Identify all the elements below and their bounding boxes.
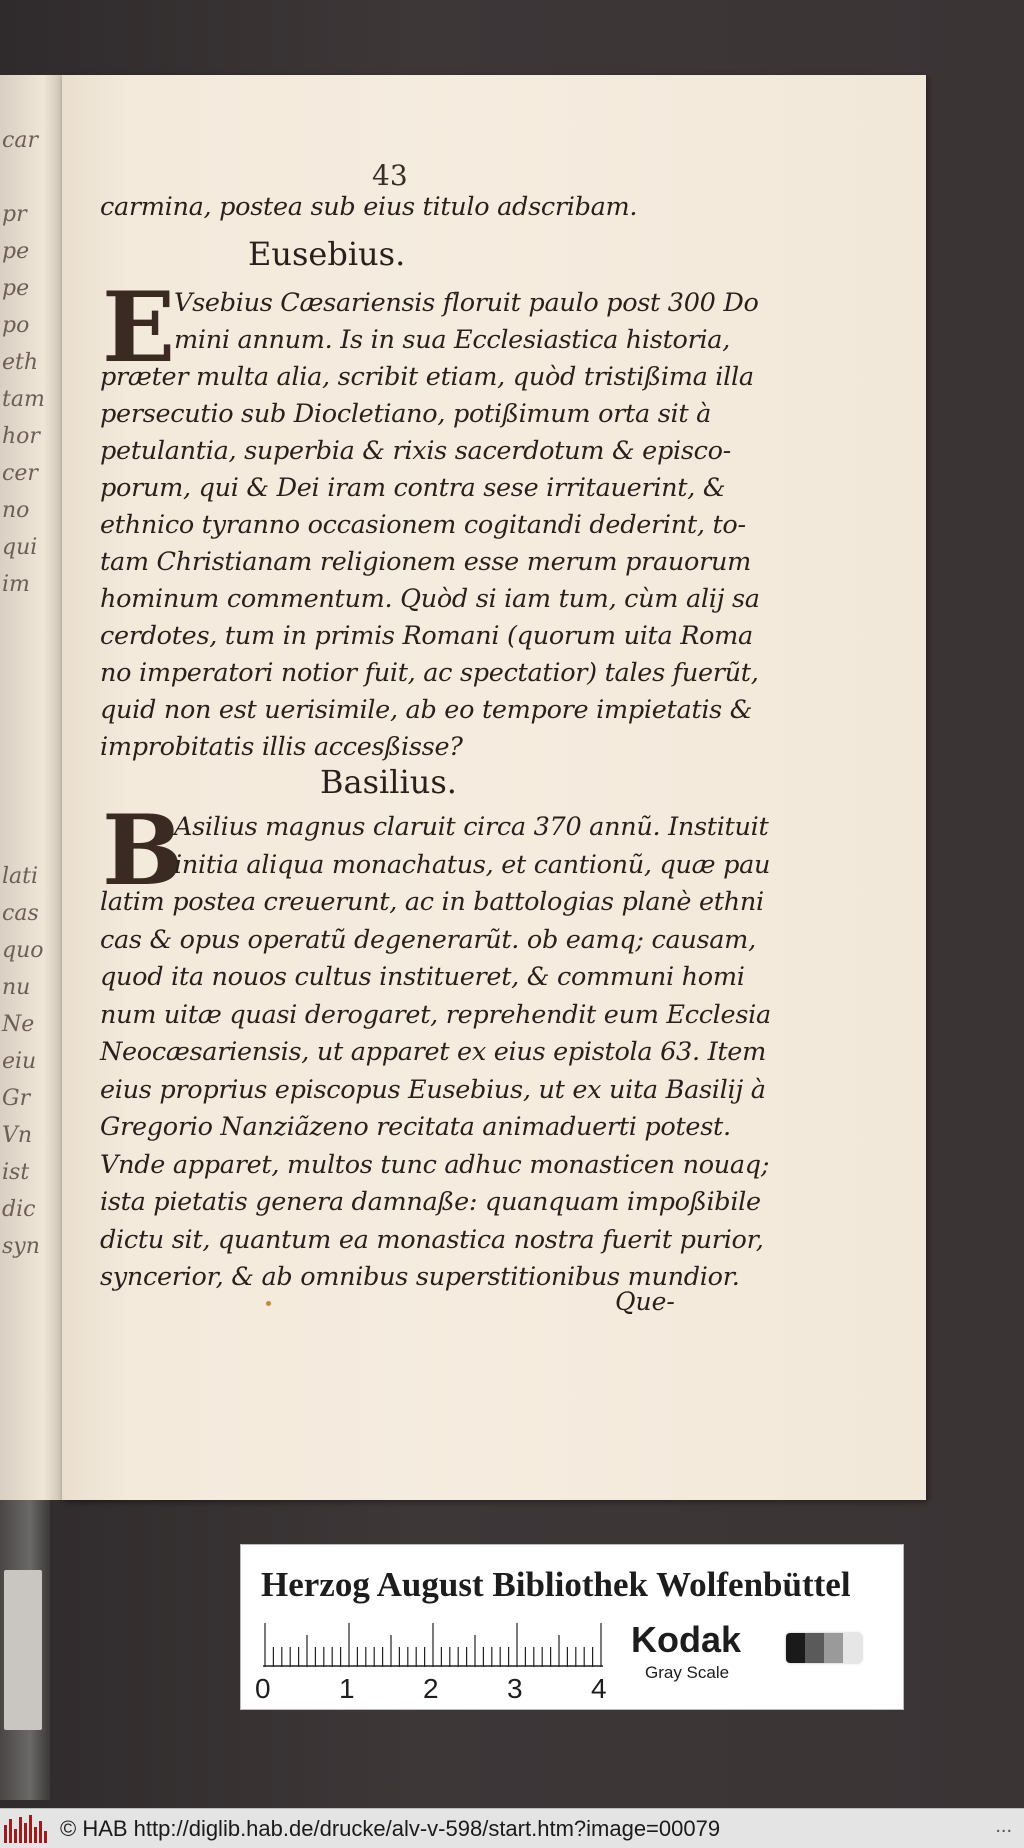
text-line: persecutio sub Diocletiano, potißimum orta sit à <box>100 399 712 429</box>
text-line: Neocæsariensis, ut apparet ex eius epistola 63. Item <box>100 1037 766 1067</box>
drop-cap-e: E <box>102 271 176 384</box>
kodak-subtitle: Gray Scale <box>645 1663 730 1682</box>
previous-page-fragment: po <box>2 313 30 338</box>
card-title: Herzog August Bibliothek Wolfenbüttel <box>261 1565 851 1604</box>
text-line: quid non est uerisimile, ab eo tempore impietatis & <box>100 695 753 725</box>
text-line: petulantia, superbia & rixis sacerdotum & episco- <box>100 436 731 466</box>
ruler-number: 3 <box>507 1673 523 1704</box>
previous-page-fragment: lati <box>2 864 39 889</box>
previous-page-fragment: pe <box>2 239 30 264</box>
more-options-icon[interactable]: ... <box>995 1815 1012 1837</box>
text-line: eius proprius episcopus Eusebius, ut ex uita Basilij à <box>100 1074 766 1105</box>
text-line: carmina, postea sub eius titulo adscribam. <box>100 192 638 222</box>
gray-scale-patch <box>786 1633 862 1663</box>
previous-page-fragment: car <box>2 128 38 153</box>
text-line: initia aliqua monachatus, et cantionũ, quæ pau <box>174 849 771 880</box>
previous-page-edge <box>0 75 62 1500</box>
previous-page-fragment: pr <box>2 202 27 227</box>
text-line: quod ita nouos cultus institueret, & communi homi <box>100 962 745 992</box>
previous-page-fragment: quo <box>2 938 44 963</box>
ruler-number: 4 <box>591 1673 607 1704</box>
text-line: porum, qui & Dei iram contra sese irritauerint, & <box>100 473 726 503</box>
text-line: tam Christianam religionem esse merum prauorum <box>100 547 751 577</box>
text-line: præter multa alia, scribit etiam, quòd tristißima illa <box>100 362 754 392</box>
drop-cap-b: B <box>102 794 184 907</box>
previous-page-fragment: eth <box>2 350 39 375</box>
previous-page-fragment: Vn <box>2 1123 33 1148</box>
heading-eusebius: Eusebius. <box>248 235 406 273</box>
page-number: 43 <box>372 159 408 192</box>
ruler-scale <box>263 1623 603 1667</box>
previous-page-fragment: Gr <box>2 1086 31 1111</box>
text-line: improbitatis illis accesßisse? <box>100 732 463 762</box>
previous-page-fragment: qui <box>2 535 38 560</box>
catchword: Que- <box>615 1287 675 1316</box>
previous-page-fragment: eiu <box>2 1049 37 1074</box>
copyright-url[interactable]: © HAB http://diglib.hab.de/drucke/alv-v-598/start.htm?image=00079 <box>60 1815 721 1841</box>
label-chip <box>4 1570 42 1730</box>
text-line: ethnico tyranno occasionem cogitandi dederint, to- <box>100 510 746 540</box>
text-line: latim postea creuerunt, ac in battologias planè ethni <box>100 887 764 917</box>
previous-page-fragment: cas <box>2 901 39 926</box>
text-line: Gregorio Nanziãzeno recitata animaduerti potest. <box>100 1112 731 1142</box>
kodak-color-card <box>240 1544 904 1710</box>
text-line: hominum commentum. Quòd si iam tum, cùm alij sa <box>100 584 760 614</box>
heading-basilius: Basilius. <box>320 763 457 801</box>
previous-page-fragment: syn <box>2 1234 40 1259</box>
text-line: dictu sit, quantum ea monastica nostra fuerit purior, <box>100 1224 764 1255</box>
ruler-number: 1 <box>339 1673 355 1704</box>
previous-page-fragment: ist <box>2 1160 30 1185</box>
previous-page-fragment: nu <box>2 975 31 1000</box>
previous-page-fragment: cer <box>2 461 38 486</box>
text-line: Vsebius Cæsariensis floruit paulo post 300 Do <box>174 288 759 318</box>
text-line: no imperatori notior fuit, ac spectatior) tales fuerũt, <box>100 658 759 688</box>
previous-page-fragment: dic <box>2 1197 36 1222</box>
text-line: syncerior, & ab omnibus superstitionibus mundior. <box>100 1262 740 1292</box>
previous-page-fragment: hor <box>2 424 40 449</box>
hab-logo-icon <box>4 1815 52 1843</box>
previous-page-fragment: pe <box>2 276 30 301</box>
text-line: Vnde apparet, multos tunc adhuc monasticen nouaq; <box>100 1149 770 1180</box>
previous-page-fragment: im <box>2 572 30 597</box>
text-line: Asilius magnus claruit circa 370 annũ. Instituit <box>174 812 769 842</box>
paper-speck <box>266 1301 271 1306</box>
book-page <box>62 75 926 1500</box>
text-line: mini annum. Is in sua Ecclesiastica historia, <box>174 325 731 355</box>
ruler-number: 2 <box>423 1673 439 1704</box>
text-line: ista pietatis genera damnaße: quanquam impoßibile <box>100 1187 761 1217</box>
footer-bar <box>0 1808 1024 1848</box>
previous-page-fragment: Ne <box>2 1012 35 1037</box>
text-line: cerdotes, tum in primis Romani (quorum uita Roma <box>100 621 753 651</box>
previous-page-fragment: no <box>2 498 30 523</box>
text-line: cas & opus operatũ degenerarũt. ob eamq; causam, <box>100 924 756 955</box>
kodak-logo: Kodak <box>631 1619 742 1660</box>
previous-page-lower-edge <box>0 1500 50 1800</box>
previous-page-fragment: tam <box>2 387 45 412</box>
ruler-number: 0 <box>255 1673 271 1704</box>
text-line: num uitæ quasi derogaret, reprehendit eum Ecclesia <box>100 999 771 1030</box>
